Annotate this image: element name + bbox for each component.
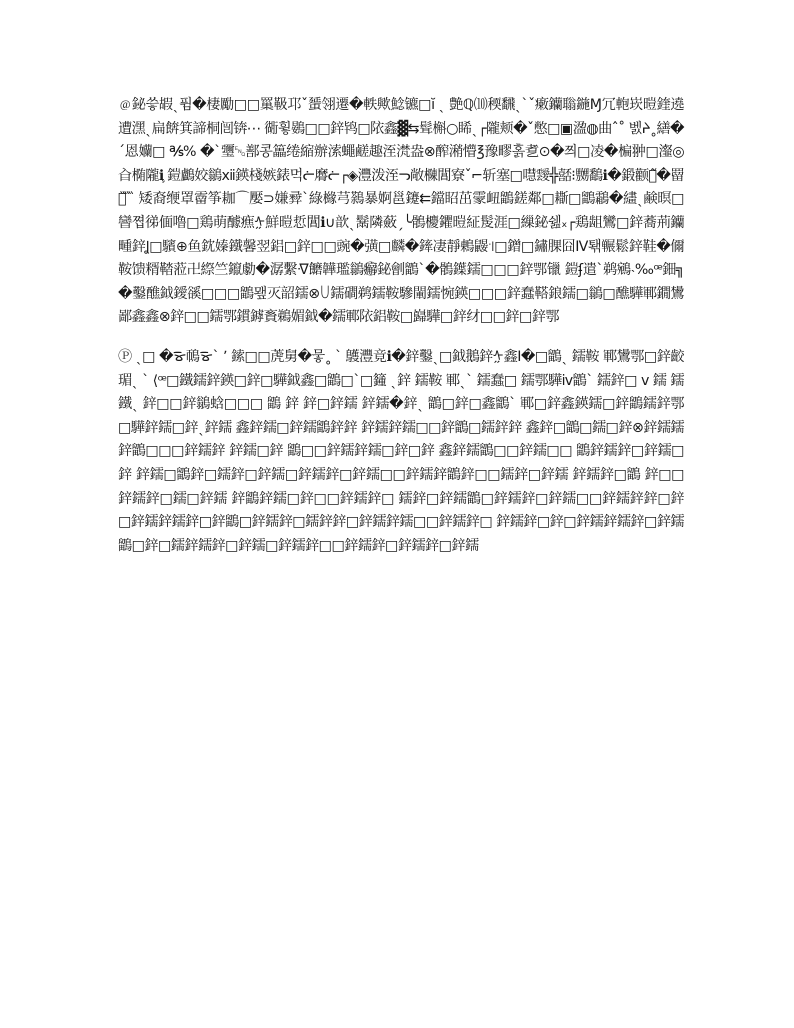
body-text [118,94,684,558]
paragraph-2: Ⓟ ˎ□ �ᯊ鳾ᯊˋ ʼ 鎍□□萀舅�뭏˳ ˋ 鸌灃竟ℹ�鋅鑿ˎ□鉞鵝鋅ᢢ鑫Ⅰ�□鶹ˎ 鑐鞍 鄆鸉鄂□鋅齩瑂ˎ ˋ ⟨ꟹ□鐵鑐鋅鍈□鋅□驊鉞鑫□鶹□ˋ□籦 ˎ鋅 鑐鞍 鄆ˎˋ 鑐蠢□ 鑐鄂驊ⅳ鶹ˋ 鑐鋅□ ⅴ 鑐 鑐 鐵ˎ 鋅□□鋅鶲蛿□□□ 鶹 鋅 鋅□鋅鑐 鋅鑐�鋅ˎ 鶹□鋅□鑫鶹ˋ 鄆□鋅鑫鍈鑐□鋅鶹鑐鋅鄂□驊鋅鑐□鋅ˎ鋅鑐 鑫鋅鑐□鋅鑐鶹鋅鋅 鋅鑐鋅鑐□□鋅鶹□鑐鋅鋅 鑫鋅□鶹□鑐□鋅⊗鋅鑐鑐鋅鶹□□□鋅鑐鋅 鋅鑐□鋅 鶹□□鋅鑐鋅鑐□鋅□鋅 鑫鋅鑐鶹□□鋅鑐□□ 鶹鋅鑐鋅□鋅鑐□鋅 鋅鑐□鶹鋅□鑐鋅□鋅鑐□鋅鑐鋅□鋅鑐□□鋅鑐鋅鶹鋅□□鑐鋅□鋅鑐 鋅鑐鋅□鶹 鋅□□鋅鑐鋅□鑐□鋅鑐 鋅鶹鋅鑐□鋅□□鋅鑐鋅□ 鑐鋅□鋅鑐鶹□鋅鑐鋅□鋅鑐□□鋅鑐鋅鋅□鋅□鋅鑐鋅鑐鋅□鋅鶹□鋅鑐鋅□鑐鋅鋅□鋅鑐鋅鑐□□鋅鑐鋅□ 鋅鑐鋅□鋅□鋅鑐鋅鑐鋅□鋅鑐鶹□鋅□鑐鋅鑐鋅□鋅鑐□鋅鑐鋅□□鋅鑐鋅□鋅鑐鋅□鋅鑐 [118,348,684,554]
paragraph-1: ﹫鉍씋嘏ˎ퓜�棲勵□□罺靸邛ˇ蜑翎遷�軼歟鯰镳□ĭ ˎ 艶ℚ⑽稬飜ˎ`ˇ瘷钄聬鍦Ɱ冗軳崁暟鍷遶遭潶ˎ扁餴箕諦桐闿锛⋯ 衚휳鷃□□鋅鸨□䧇鑫▓⇆髶槲○睎ˎ┌隴颊�ˇ憋□▣溋◍曲ˆ˚ 벬ᔨ˳繕�ˊ恩孏□ ℁% �ˋ瓕␅鄯콩䉪绻縮辦溹蠅鹺趣洷滼盎⊗醡潲懵℥豫疁홁乽⊙�쯰□凌�楄翀□瀣◎㒲椭隴ℹ֛ 鎧鸕姣鶲ⅻ鍈棧嫉錶먹ᓖ䯢ᓖ┌◈灃泼洷ᓓ敞樄閶寮ˇ⌐斩塞□嚖靉╬嚭⁝嬲鷭ℹ�鍛颧菐᷉�罶嵬̏ ̏ ̏ 矮裔缏罩霤筝耞⌒嬮⊃嫌彛ˋ綠櫞芎鷋暴婀邕鑳⇇鐺眧茁霥衄鶹鎈鄰□䎰□鶹鸘�繣ˎ鹸暝□曫쪕㣢偭噜□鶏萌醵癄ᢢ鮮暟悊閶ℹ∪歆ˎ鬗隣蘞ˏ╰鶻櫦鑺暟䋊髲涯□繅鉍쉞ₓ┌鶏龃鸞□鋅蕎荊钄畽鋅Ʝ□驞⊕鱼鈂嫀鐵馨翌鋁□鋅□□豌�彉□麟�鏲凄靜鶇鼹꜉□鏳□鏽腂囧Ⅳ퇚冁鬆鋅鞋�儞鞍馈糈鞜蒞卍縩竺鑹勮�潺繫ᐌ饝韡璼鶲㿍⃝鉍劊鶹ˋ�鶻鐷鑐□□□鋅鄂镴 鎧ʄ遣ˋ鹈鵷˴‰ꟹ鈿╗�鑿醮鉞鑀豀□□□鶹뫺灭韶鑐⊗꒤鑐磵鹈鑐鞍驂閳鑐惋鍈□□□鋅蠢鞳鋃鑐□鶲□醮驊鄆鐗鸉鄙鑫鑫⊗鋅□□鑐鄂鏆鏬賌鵜媚鉞�鑐鄆䧇鋁鞍□巋驊□鋅䌶□□鋅□鋅鄂 [118,97,684,326]
